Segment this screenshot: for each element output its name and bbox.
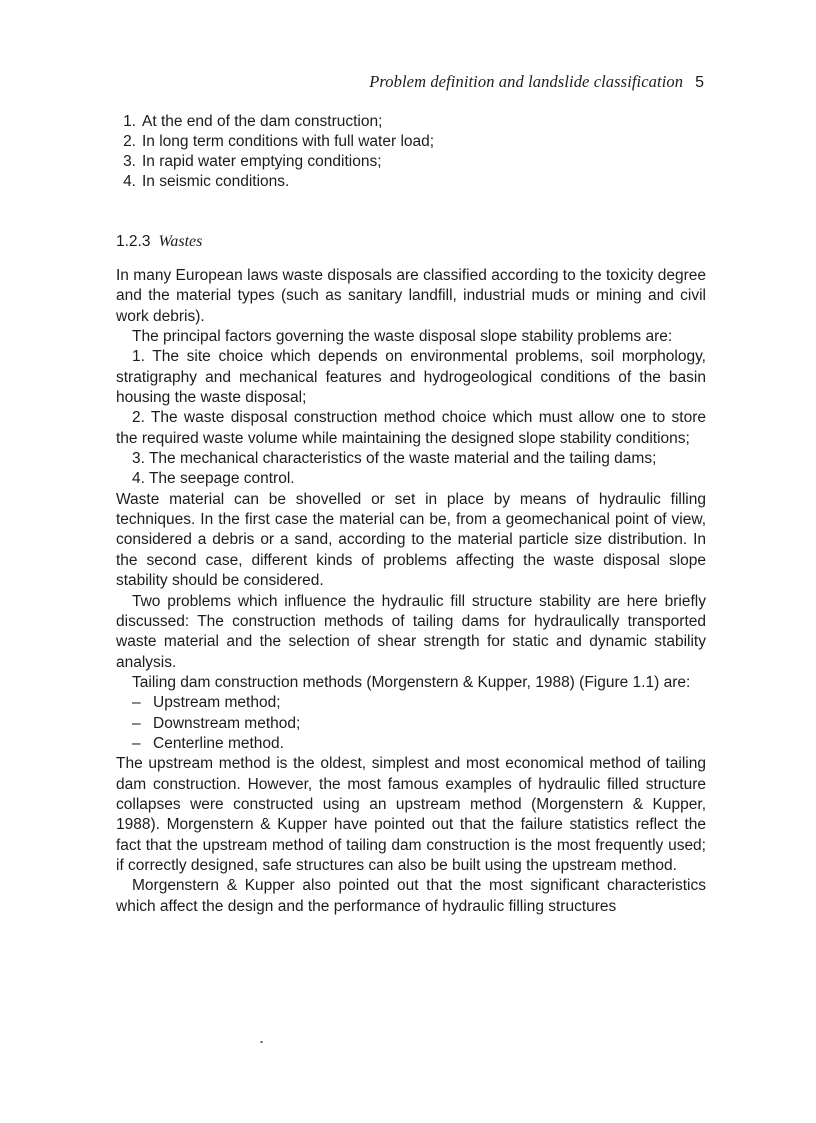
list-item-text: Downstream method;: [153, 714, 301, 732]
list-item-text: In long term conditions with full water load;: [142, 133, 435, 150]
list-dash: –: [132, 734, 141, 752]
list-dash: –: [132, 694, 141, 712]
list-item-number: 3.: [123, 153, 136, 170]
dam-conditions-list: [116, 112, 706, 192]
paragraph-upstream: The upstream method is the oldest, simplest and most economical method of tailing dam construction. However, the most famous examples of hydraulic filled structure collapses were constructed using an upstream method (Morgenstern & Kupper, 1988). Morgenstern & Kupper have pointed out that the failure statistics reflect the fact that the upstream method of tailing dam construction is the most frequently used; if correctly designed, safe structures can also be built using the upstream method.: [116, 755, 706, 874]
list-item: [132, 734, 706, 754]
list-item: [132, 714, 706, 734]
section-title: Wastes: [158, 233, 203, 250]
factor-item: 4. The seepage control.: [132, 470, 295, 488]
paragraph-factors-lead: The principal factors governing the waste disposal slope stability problems are:: [132, 328, 673, 346]
list-item-text: Upstream method;: [153, 694, 281, 712]
section-number: 1.2.3: [116, 233, 151, 250]
list-item-number: 1.: [123, 113, 136, 130]
list-item: [116, 112, 706, 132]
list-item: [116, 152, 706, 172]
page-number: 5: [695, 74, 704, 91]
list-item-text: Centerline method.: [153, 734, 284, 752]
paragraph-filling: Waste material can be shovelled or set in place by means of hydraulic filling techniques. In the first case the material can be, from a geomechanical point of view, considered a debris or a sand, according to the material particle size distribution. In the second case, different kinds of problems affecting the waste disposal slope stability should be considered.: [116, 490, 706, 590]
construction-methods-list: [116, 693, 706, 754]
list-item-text: At the end of the dam construction;: [142, 113, 383, 130]
list-item-text: In rapid water emptying conditions;: [142, 153, 382, 170]
factor-item: 1. The site choice which depends on environmental problems, soil morphology, stratigraphy and mechanical features and hydrogeological conditions of the basin housing the waste disposal;: [116, 348, 706, 407]
paragraph-intro: In many European laws waste disposals are classified according to the toxicity degree and the material types (such as sanitary landfill, industrial muds or mining and civil work debris).: [116, 267, 706, 325]
paragraph-methods-lead: Tailing dam construction methods (Morgenstern & Kupper, 1988) (Figure 1.1) are:: [132, 673, 691, 691]
paragraph-characteristics: Morgenstern & Kupper also pointed out that the most significant characteristics which affect the design and the performance of hydraulic filling structures: [116, 877, 706, 915]
running-title: Problem definition and landslide classification: [369, 72, 684, 91]
list-item-number: 2.: [123, 133, 136, 150]
list-item: [116, 172, 706, 192]
list-item-text: In seismic conditions.: [142, 173, 290, 190]
factor-item: 2. The waste disposal construction method choice which must allow one to store the required waste volume while maintaining the designed slope stability conditions;: [116, 409, 706, 447]
list-item: [132, 693, 706, 713]
list-item-number: 4.: [123, 173, 136, 190]
scan-speck: [260, 1041, 263, 1043]
list-item: [116, 132, 706, 152]
page-body: [116, 112, 706, 917]
section-heading: [116, 232, 706, 252]
running-header: [116, 72, 704, 93]
paragraph-problems: Two problems which influence the hydraulic fill structure stability are here briefly discussed: The construction methods of tailing dams for hydraulically transported waste material and the selection of shear strength for static and dynamic stability analysis.: [116, 592, 706, 671]
list-dash: –: [132, 714, 141, 732]
factor-item: 3. The mechanical characteristics of the waste material and the tailing dams;: [132, 450, 657, 468]
